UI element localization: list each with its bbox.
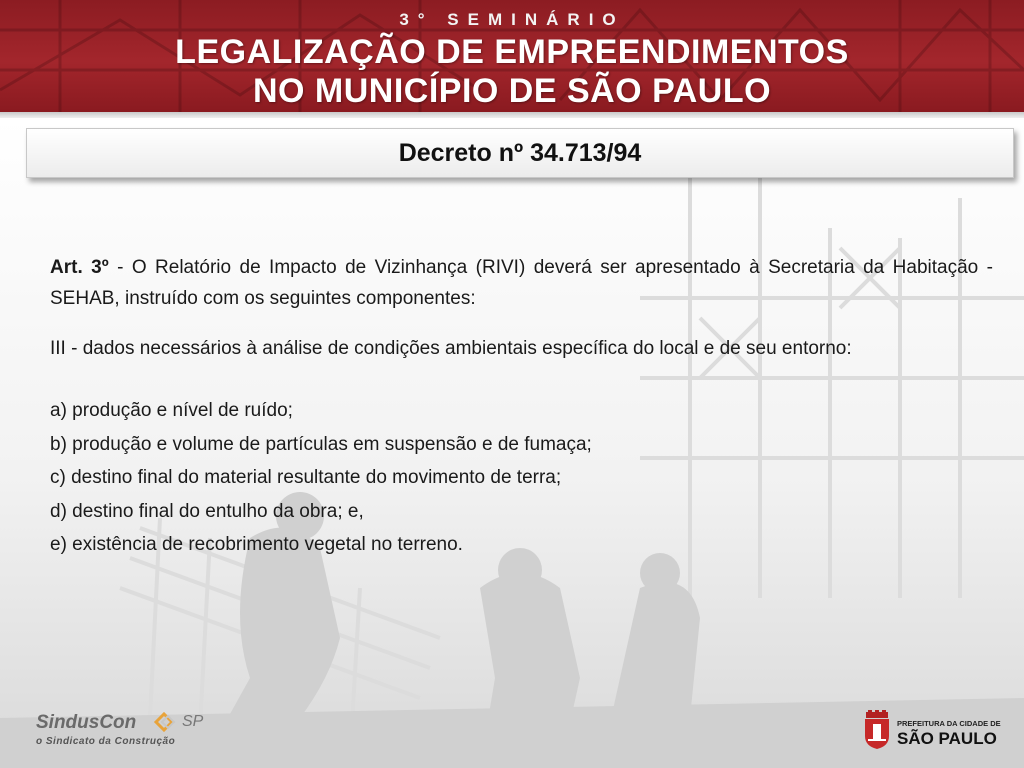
- article-label: Art. 3º: [50, 257, 109, 278]
- article-text: - O Relatório de Impacto de Vizinhança (RIVI) deverá ser apresentado à Secretaria da Habitação - SEHAB, instruído com os seguintes componentes:: [50, 257, 993, 309]
- sinduscon-logo: [36, 712, 236, 752]
- sinduscon-name: SindusCon: [36, 712, 137, 733]
- event-title-line1: LEGALIZAÇÃO DE EMPREENDIMENTOS: [175, 33, 849, 71]
- list-item-d: d) destino final do entulho da obra; e,: [50, 500, 364, 522]
- header-banner: [0, 0, 1024, 112]
- sinduscon-mark-icon: [154, 712, 178, 732]
- prefeitura-label: PREFEITURA DA CIDADE DE: [897, 719, 1001, 728]
- prefeitura-logo: [862, 710, 1012, 752]
- section-iii-paragraph: III - dados necessários à análise de condições ambientais específica do local e de seu entorno:: [50, 338, 852, 359]
- prefeitura-city: SÃO PAULO: [897, 729, 997, 748]
- seminar-label: 3° SEMINÁRIO: [399, 10, 625, 29]
- list-item-e: e) existência de recobrimento vegetal no terreno.: [50, 534, 463, 555]
- list-item-c: c) destino final do material resultante do movimento de terra;: [50, 467, 562, 488]
- sinduscon-region: SP: [182, 713, 204, 730]
- slide-content: [50, 252, 993, 562]
- article-paragraph: [50, 252, 993, 314]
- sinduscon-tagline: o Sindicato da Construção: [36, 736, 176, 747]
- city-crest-icon: [862, 710, 892, 750]
- list-item-a: a) produção e nível de ruído;: [50, 400, 293, 421]
- list-item-b: b) produção e volume de partículas em suspensão e de fumaça;: [50, 433, 592, 455]
- event-title-line2: NO MUNICÍPIO DE SÃO PAULO: [252, 72, 772, 110]
- slide-title: Decreto nº 34.713/94: [398, 139, 642, 167]
- slide-title-box: [26, 128, 1014, 178]
